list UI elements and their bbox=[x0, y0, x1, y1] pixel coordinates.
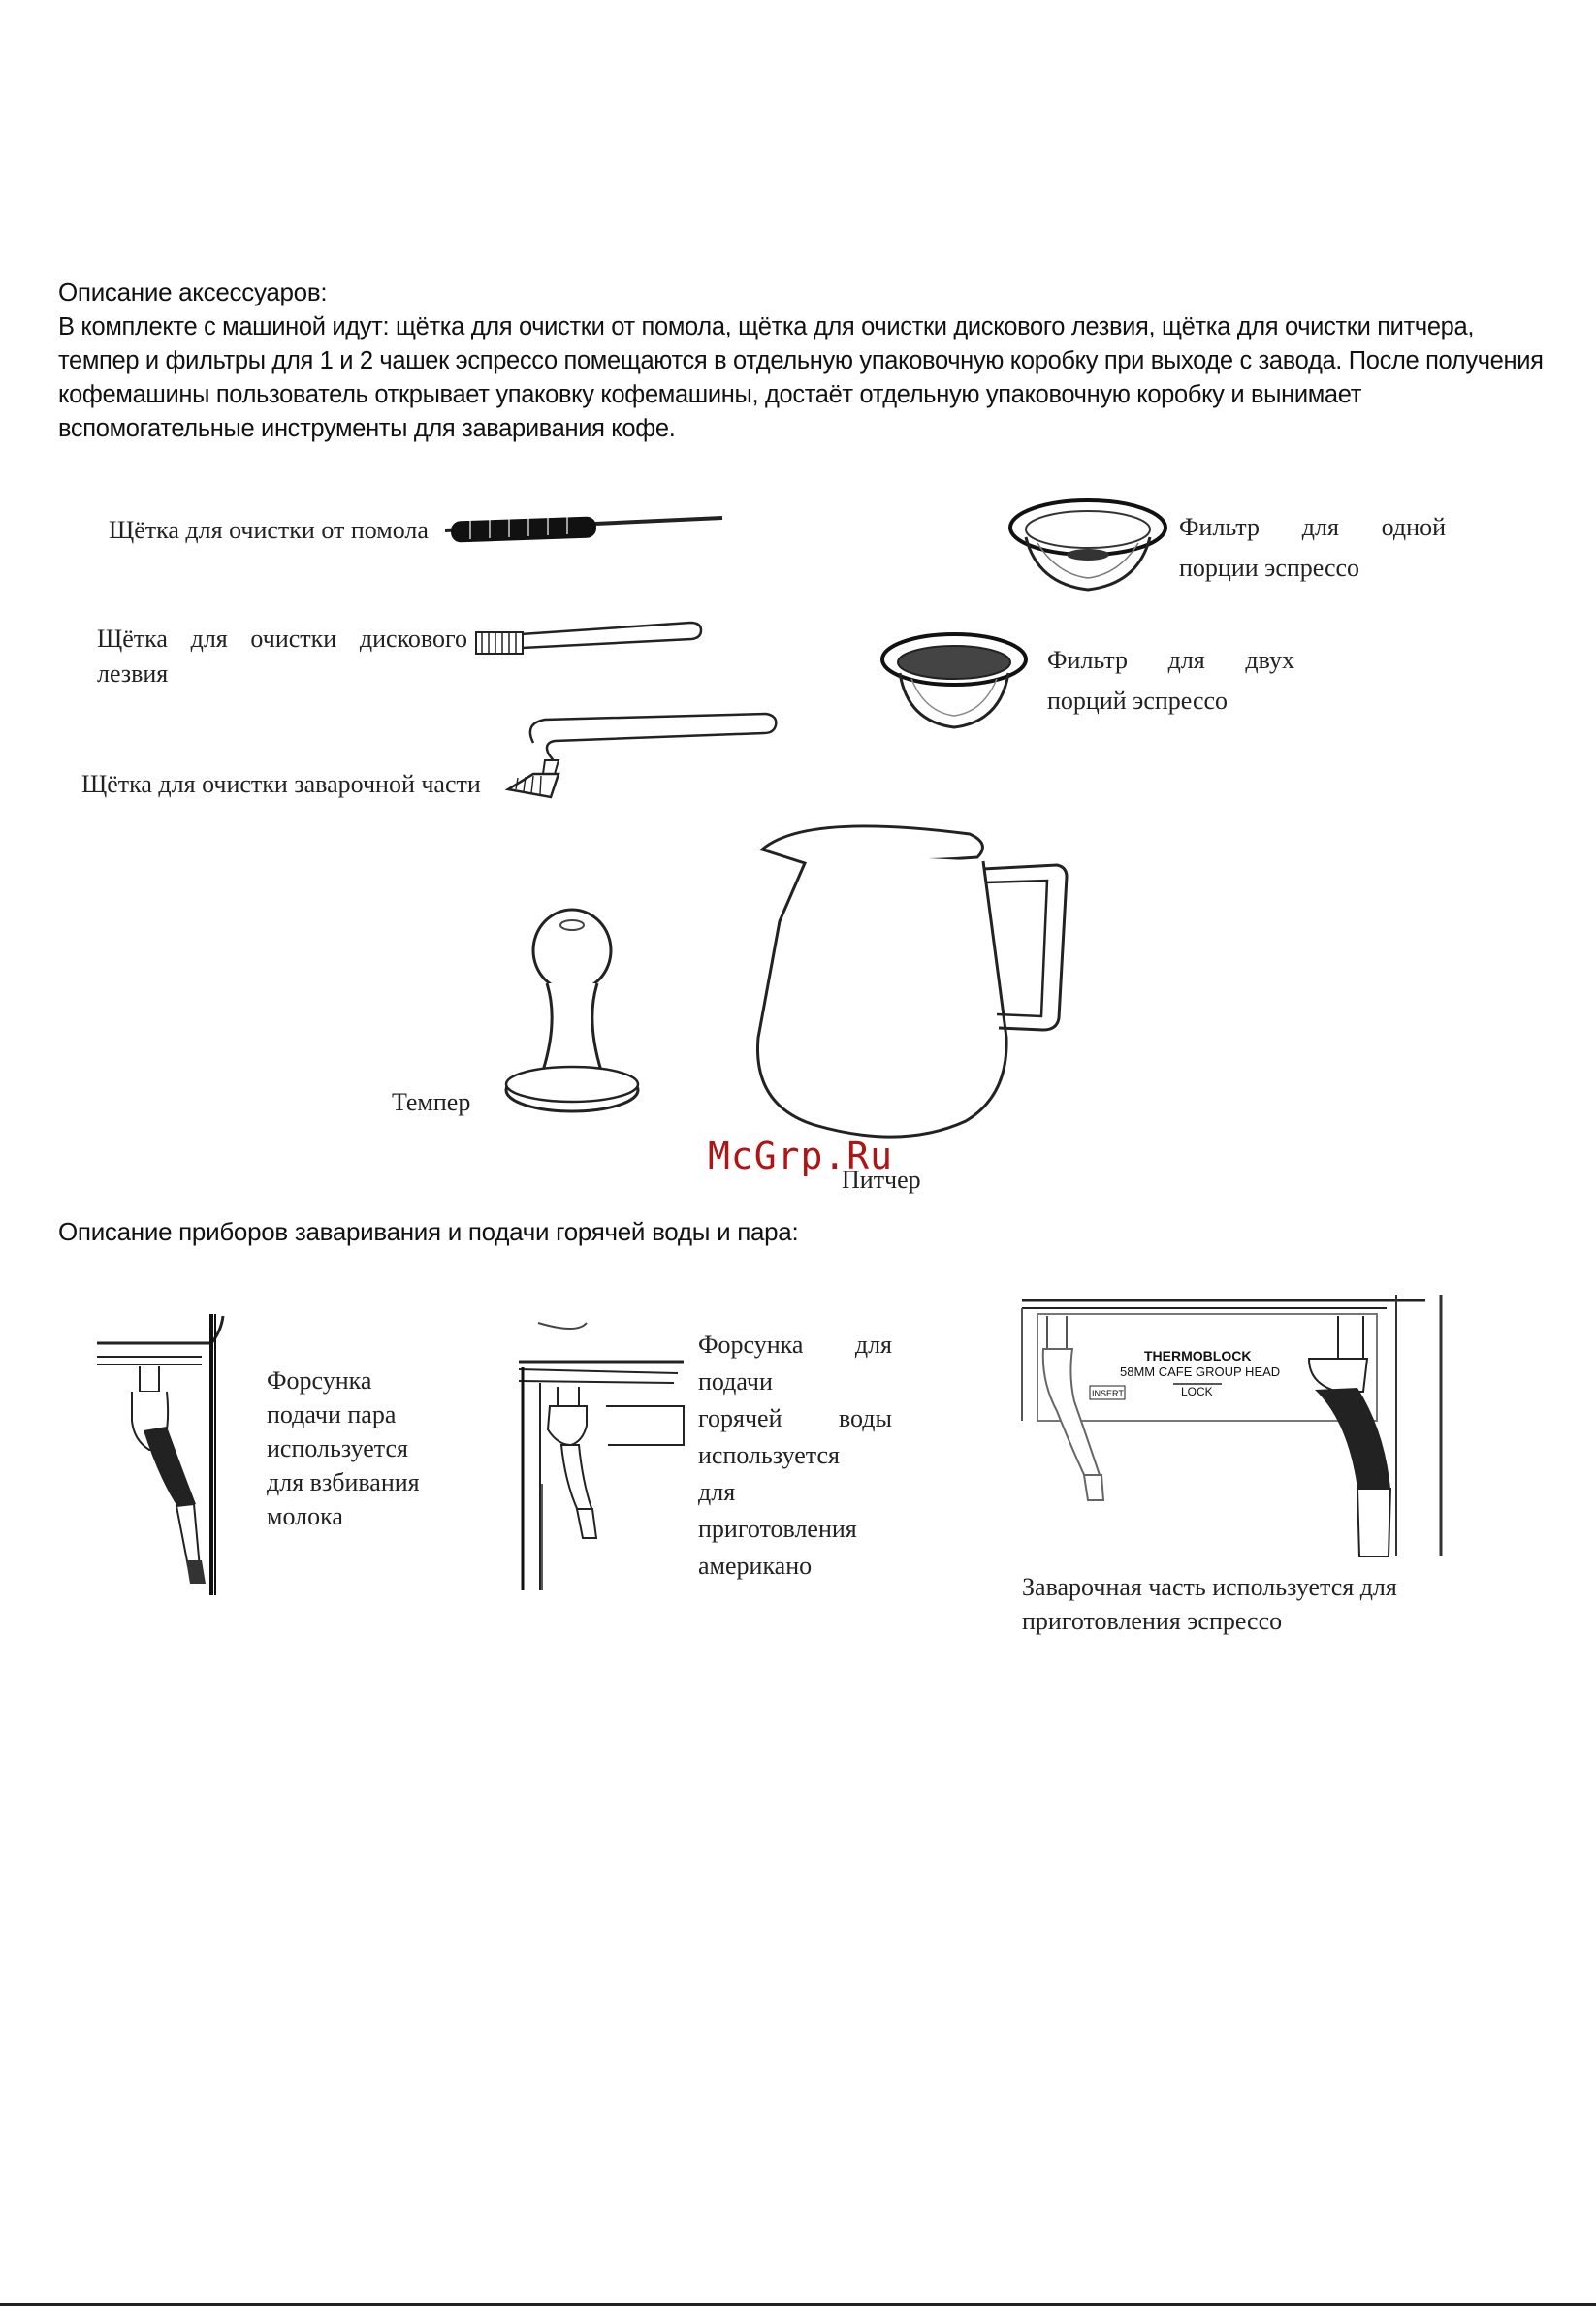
grounds-brush-label: Щётка для очистки от помола bbox=[109, 516, 429, 544]
tamper-icon bbox=[504, 904, 650, 1127]
steam-wand-label bbox=[267, 1364, 420, 1533]
brew-brush-icon bbox=[495, 706, 785, 803]
grounds-brush-icon bbox=[441, 504, 732, 553]
blade-brush-label-line1: Щётка для очистки дискового bbox=[97, 625, 467, 653]
blade-brush-label-line2: лезвия bbox=[97, 659, 169, 688]
brew-head-lock: LOCK bbox=[1181, 1385, 1213, 1398]
hot-water-wand-label-line: Форсунка для bbox=[698, 1331, 892, 1359]
watermark: McGrp.Ru bbox=[708, 1135, 894, 1177]
brew-head-brand: THERMOBLOCK bbox=[1144, 1348, 1252, 1364]
single-filter-icon bbox=[1008, 495, 1173, 601]
brew-brush-label: Щётка для очистки заварочной части bbox=[81, 770, 481, 798]
hot-water-wand-label-line: используется bbox=[698, 1441, 840, 1469]
blade-brush-icon bbox=[472, 617, 705, 665]
single-filter-label-line1: Фильтр для одной bbox=[1179, 513, 1446, 541]
accessories-title: Описание аксессуаров: bbox=[58, 277, 328, 306]
hot-water-wand-label-line: горячей воды bbox=[698, 1404, 892, 1432]
hot-water-wand-icon bbox=[519, 1309, 693, 1590]
pitcher-icon bbox=[747, 815, 1076, 1144]
hot-water-wand-label-line: подачи bbox=[698, 1367, 773, 1396]
steam-wand-label-line: используется bbox=[267, 1434, 408, 1462]
single-filter-label-line2: порции эспрессо bbox=[1179, 554, 1360, 582]
steam-wand-icon bbox=[95, 1314, 260, 1595]
steam-wand-label-line: молока bbox=[267, 1502, 343, 1530]
double-filter-label-line2: порций эспрессо bbox=[1047, 687, 1229, 715]
page-bottom-rule bbox=[0, 2303, 1596, 2306]
brew-head-label-line2: приготовления эспрессо bbox=[1022, 1607, 1283, 1635]
tamper-label: Темпер bbox=[392, 1088, 471, 1116]
accessories-intro: В комплекте с машиной идут: щётка для очистки от помола, щётка для очистки дискового лезвия, щётка для очистки питчера, темпер и фильтры для 1 и 2 чашек эспрессо помещаются в отдельную упаковочную коробку при выходе с завода. После получения кофемашины пользователь открывает упаковку кофемашины, достаёт отдельную упаковочную коробку и вынимает вспомогательные инструменты для заваривания кофе. bbox=[58, 313, 1544, 442]
brew-head-insert: INSERT bbox=[1092, 1389, 1124, 1398]
steam-wand-label-line: подачи пара bbox=[267, 1400, 397, 1428]
double-filter-icon bbox=[878, 630, 1034, 737]
hot-water-wand-label-line: для bbox=[698, 1478, 736, 1506]
double-filter-label-line1: Фильтр для двух bbox=[1047, 646, 1294, 674]
steam-wand-label-line: Форсунка bbox=[267, 1366, 372, 1395]
steam-wand-label-line: для взбивания bbox=[267, 1468, 420, 1496]
brew-head-icon bbox=[1018, 1295, 1454, 1556]
hot-water-wand-label bbox=[698, 1327, 892, 1585]
hot-water-wand-label-line: приготовления bbox=[698, 1515, 857, 1543]
pitcher-label: Питчер bbox=[842, 1166, 921, 1194]
hot-water-wand-label-line: американо bbox=[698, 1552, 813, 1580]
brewing-title: Описание приборов заваривания и подачи горячей воды и пара: bbox=[58, 1217, 799, 1246]
brew-head-model: 58MM CAFE GROUP HEAD bbox=[1120, 1364, 1281, 1379]
brew-head-label-line1: Заварочная часть используется для bbox=[1022, 1573, 1397, 1601]
